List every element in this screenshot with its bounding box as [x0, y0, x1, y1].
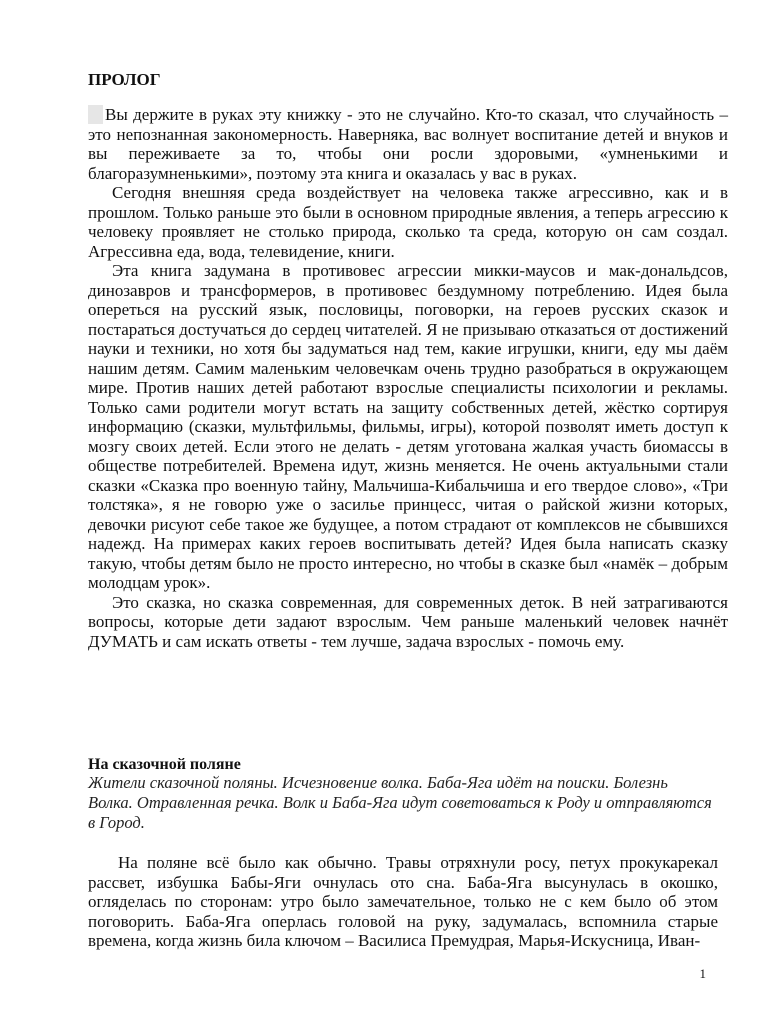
chapter-title: На сказочной поляне — [88, 756, 241, 773]
prologue-paragraph: Это сказка, но сказка современная, для современных деток. В ней затрагиваются вопросы, которые дети задают взрослым. Чем раньше маленький человек начнёт ДУМАТЬ и сам искать ответы - тем лучше, задача взрослых - помочь ему. — [88, 592, 728, 651]
chapter-synopsis: Жители сказочной поляны. Исчезновение волка. Баба-Яга идёт на поиски. Болезнь Волка. Отравленная речка. Волк и Баба-Яга идут советоваться к Роду и отправляются в Город. — [88, 773, 712, 832]
prologue-paragraph: Эта книга задумана в противовес агрессии микки-маусов и мак-дональдсов, динозавров и трансформеров, в противовес бездумному потреблению. Идея была опереться на русский язык, пословицы, поговорки, на героев русских сказок и постараться достучаться до сердец читателей. Я не призываю отказаться от достижений науки и техники, но хотя бы задуматься над тем, какие игрушки, книги, еду мы даём нашим детям. Самим маленьким человечкам очень трудно разобраться в окружающем мире. Против наших детей работают взрослые специалисты психологии и рекламы. Только сами родители могут встать на защиту собственных детей, жёстко сортируя информацию (сказки, мультфильмы, фильмы, игры), которой позволят иметь доступ к мозгу своих детей. Если этого не делать - детям уготована жалкая участь биомассы в обществе потребителей. Времена идут, жизнь меняется. Не очень актуальными стали сказки «Сказка про военную тайну, Мальчиша-Кибальчиша и его твердое слово», «Три толстяка», я не говорю уже о засилье принцесс, читая о райской жизни которых, девочки рисуют себе такое же будущее, а потом страдают от комплексов не сбывшихся надежд. На примерах каких героев воспитывать детей? Идея была написать сказку такую, чтобы детям было не просто интересно, но чтобы в сказке был «намёк – добрым молодцам урок». — [88, 261, 728, 592]
prologue-paragraph: Сегодня внешняя среда воздействует на человека также агрессивно, как и в прошлом. Только раньше это были в основном природные явления, а теперь агрессию к человеку проявляет не столько природа, сколько та среда, которую он сам создал. Агрессивна еда, вода, телевидение, книги. — [88, 183, 728, 261]
paragraph-marker — [88, 105, 103, 124]
prologue-body — [88, 105, 728, 651]
page-number: 1 — [699, 966, 706, 981]
prologue-paragraph — [88, 105, 728, 183]
chapter-paragraph: На поляне всё было как обычно. Травы отряхнули росу, петух прокукарекал рассвет, избушка Бабы-Яги очнулась ото сна. Баба-Яга высунулась в окошко, огляделась по сторонам: утро было замечательное, только не с кем было об этом поговорить. Баба-Яга оперлась головой на руку, задумалась, вспомнила старые времена, когда жизнь била ключом – Василиса Премудрая, Марья-Искусница, Иван- — [88, 853, 718, 950]
prologue-heading: ПРОЛОГ — [88, 70, 161, 89]
prologue-paragraph-text: Вы держите в руках эту книжку - это не случайно. Кто-то сказал, что случайность – это непознанная закономерность. Наверняка, вас волнует воспитание детей и внуков и вы переживаете за то, чтобы они росли здоровыми, «умненькими и благоразумненькими», поэтому эта книга и оказалась у вас в руках. — [88, 105, 728, 183]
chapter-body — [88, 853, 718, 951]
